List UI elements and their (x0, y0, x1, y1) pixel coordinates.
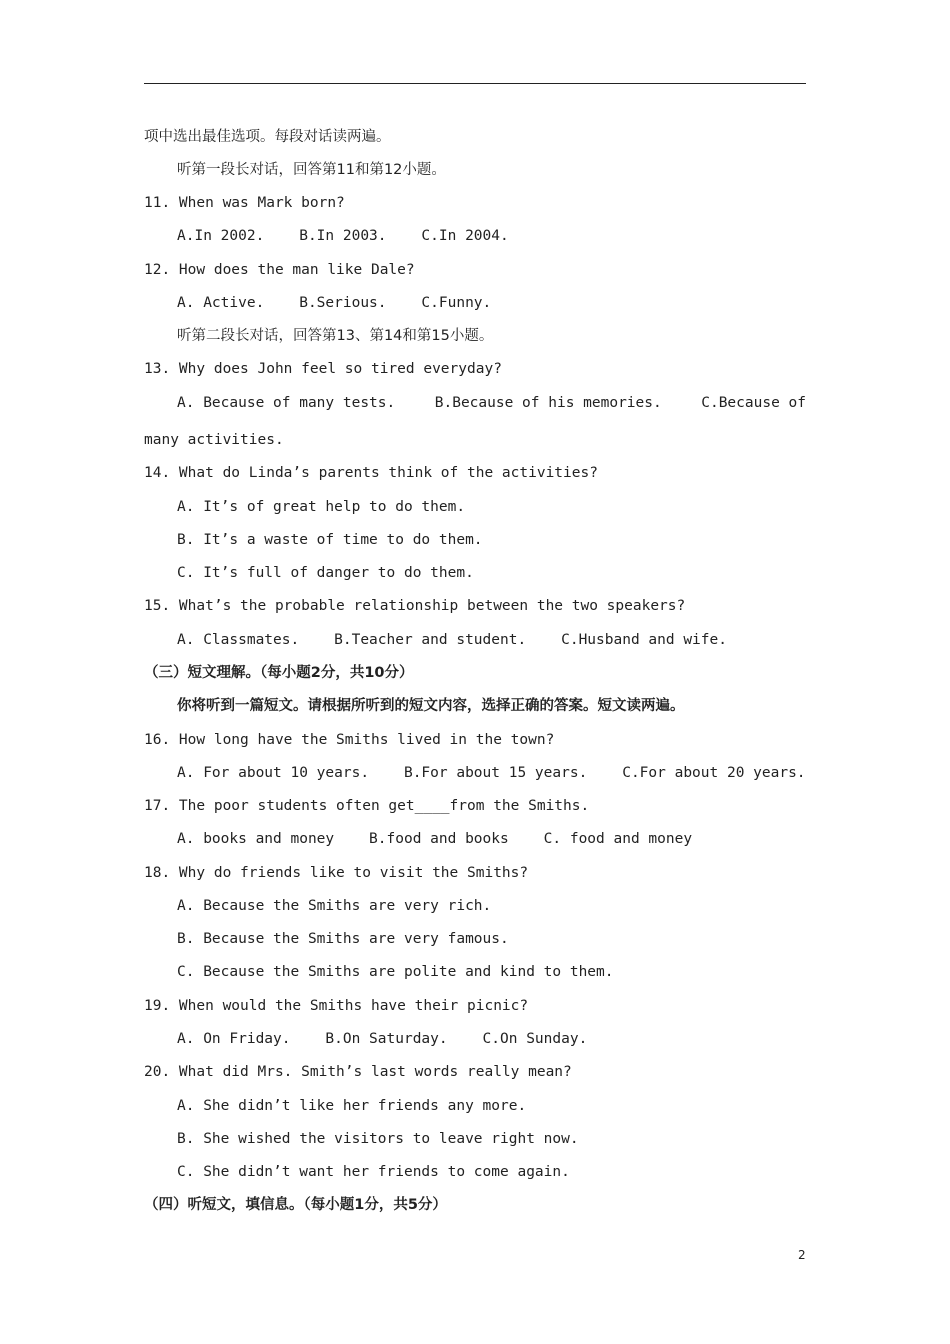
section-3-instructions: 你将听到一篇短文。请根据所听到的短文内容，选择正确的答案。短文读两遍。 (177, 698, 685, 714)
question-20-option-a: A. She didn’t like her friends any more. (177, 1098, 527, 1114)
question-18-option-c: C. Because the Smiths are polite and kind to them. (177, 964, 614, 980)
question-15-options: A. Classmates. B.Teacher and student. C.Husband and wife. (177, 632, 727, 648)
question-16: 16. How long have the Smiths lived in the town? (144, 732, 555, 748)
question-11: 11. When was Mark born? (144, 195, 345, 211)
question-15: 15. What’s the probable relationship between the two speakers? (144, 598, 686, 614)
question-17-options: A. books and money B.food and books C. food and money (177, 831, 693, 847)
question-13-option-a: A. Because of many tests. (177, 395, 396, 411)
question-12: 12. How does the man like Dale? (144, 262, 415, 278)
question-20-option-c: C. She didn’t want her friends to come again. (177, 1164, 570, 1180)
question-14-option-c: C. It’s full of danger to do them. (177, 565, 474, 581)
question-12-options: A. Active. B.Serious. C.Funny. (177, 295, 492, 311)
question-20: 20. What did Mrs. Smith’s last words really mean? (144, 1064, 572, 1080)
question-18-option-b: B. Because the Smiths are very famous. (177, 931, 509, 947)
dialog2-heading: 听第二段长对话，回答第13、第14和第15小题。 (177, 328, 494, 344)
question-19-options: A. On Friday. B.On Saturday. C.On Sunday. (177, 1031, 588, 1047)
intro-continuation: 项中选出最佳选项。每段对话读两遍。 (144, 129, 391, 145)
question-13-option-c: C.Because of (701, 395, 806, 411)
question-13-option-b: B.Because of his memories. (434, 395, 662, 411)
section-3-title: （三）短文理解。（每小题2分，共10分） (144, 665, 414, 681)
section-4-title: （四）听短文，填信息。（每小题1分，共5分） (144, 1197, 447, 1213)
question-14: 14. What do Linda’s parents think of the activities? (144, 465, 598, 481)
question-11-options: A.In 2002. B.In 2003. C.In 2004. (177, 228, 509, 244)
question-13-options-continuation: many activities. (144, 432, 284, 448)
question-20-option-b: B. She wished the visitors to leave right now. (177, 1131, 579, 1147)
question-19: 19. When would the Smiths have their picnic? (144, 998, 529, 1014)
question-13-options (177, 393, 806, 413)
question-18-option-a: A. Because the Smiths are very rich. (177, 898, 492, 914)
page-number: 2 (798, 1248, 806, 1262)
question-13: 13. Why does John feel so tired everyday? (144, 361, 502, 377)
dialog1-heading: 听第一段长对话，回答第11和第12小题。 (177, 162, 446, 178)
header-rule (144, 83, 806, 84)
question-18: 18. Why do friends like to visit the Smiths? (144, 865, 529, 881)
question-14-option-a: A. It’s of great help to do them. (177, 499, 466, 515)
question-14-option-b: B. It’s a waste of time to do them. (177, 532, 483, 548)
question-17: 17. The poor students often get____from the Smiths. (144, 798, 590, 814)
question-16-options: A. For about 10 years. B.For about 15 years. C.For about 20 years. (177, 765, 806, 781)
